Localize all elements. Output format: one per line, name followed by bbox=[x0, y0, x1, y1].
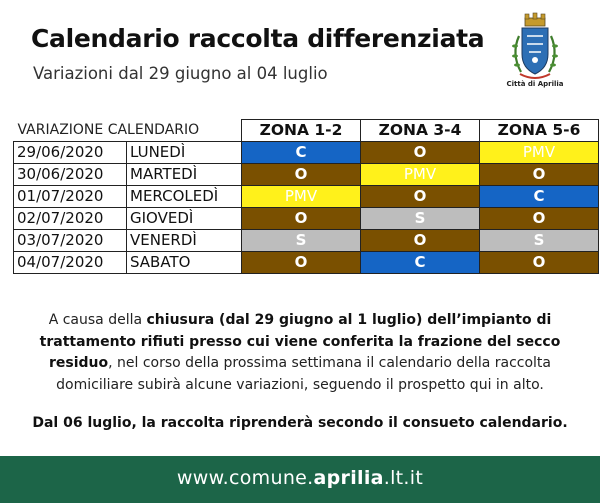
table-row bbox=[14, 142, 599, 164]
row-day: MERCOLEDÌ bbox=[127, 186, 242, 208]
row-date: 30/06/2020 bbox=[14, 164, 127, 186]
row-date: 04/07/2020 bbox=[14, 252, 127, 274]
zone-cell: O bbox=[242, 252, 361, 274]
row-day: LUNEDÌ bbox=[127, 142, 242, 164]
website-brand: aprilia bbox=[313, 467, 384, 489]
zone-cell: PMV bbox=[361, 164, 480, 186]
page-title: Calendario raccolta differenziata bbox=[31, 24, 485, 53]
zone-cell: S bbox=[361, 208, 480, 230]
zone-cell: C bbox=[480, 186, 599, 208]
table-row bbox=[14, 230, 599, 252]
notice-paragraph bbox=[30, 310, 570, 396]
table-row bbox=[14, 186, 599, 208]
website-link[interactable] bbox=[0, 467, 600, 489]
zone-cell: O bbox=[480, 208, 599, 230]
table-row bbox=[14, 208, 599, 230]
zone-cell: O bbox=[480, 252, 599, 274]
notice-bold-text: chiusura (dal 29 giugno al 1 luglio) dell’impianto di trattamento rifiuti presso cui viene conferita la frazione del secco residuo bbox=[39, 312, 561, 371]
variation-calendar-label: VARIAZIONE CALENDARIO bbox=[14, 120, 242, 142]
row-day: MARTEDÌ bbox=[127, 164, 242, 186]
page-subtitle: Variazioni dal 29 giugno al 04 luglio bbox=[33, 64, 328, 83]
table-header-row bbox=[14, 120, 599, 142]
row-day: VENERDÌ bbox=[127, 230, 242, 252]
table-row bbox=[14, 164, 599, 186]
row-day: SABATO bbox=[127, 252, 242, 274]
zone-cell: PMV bbox=[242, 186, 361, 208]
resume-notice: Dal 06 luglio, la raccolta riprenderà secondo il consueto calendario. bbox=[32, 415, 568, 431]
zone-cell: S bbox=[242, 230, 361, 252]
website-prefix: www.comune. bbox=[176, 467, 314, 489]
zone-header: ZONA 3-4 bbox=[361, 120, 480, 142]
variation-calendar-table bbox=[13, 119, 599, 274]
notice-text: A causa della bbox=[48, 312, 147, 328]
notice-text: , nel corso della prossima settimana il calendario della raccolta domiciliare subirà alcune variazioni, seguendo il prospetto qui in alto. bbox=[56, 355, 551, 393]
row-date: 29/06/2020 bbox=[14, 142, 127, 164]
row-date: 02/07/2020 bbox=[14, 208, 127, 230]
zone-cell: S bbox=[480, 230, 599, 252]
zone-cell: O bbox=[242, 164, 361, 186]
zone-cell: C bbox=[242, 142, 361, 164]
crest-caption: Città di Aprilia bbox=[506, 80, 564, 88]
zone-header: ZONA 5-6 bbox=[480, 120, 599, 142]
footer-bar bbox=[0, 456, 600, 503]
row-date: 03/07/2020 bbox=[14, 230, 127, 252]
website-suffix: .lt.it bbox=[383, 467, 424, 489]
zone-cell: O bbox=[480, 164, 599, 186]
zone-cell: O bbox=[242, 208, 361, 230]
city-crest-icon bbox=[505, 12, 565, 87]
row-date: 01/07/2020 bbox=[14, 186, 127, 208]
table-row bbox=[14, 252, 599, 274]
zone-cell: O bbox=[361, 186, 480, 208]
zone-cell: C bbox=[361, 252, 480, 274]
zone-cell: PMV bbox=[480, 142, 599, 164]
zone-cell: O bbox=[361, 230, 480, 252]
row-day: GIOVEDÌ bbox=[127, 208, 242, 230]
zone-cell: O bbox=[361, 142, 480, 164]
zone-header: ZONA 1-2 bbox=[242, 120, 361, 142]
